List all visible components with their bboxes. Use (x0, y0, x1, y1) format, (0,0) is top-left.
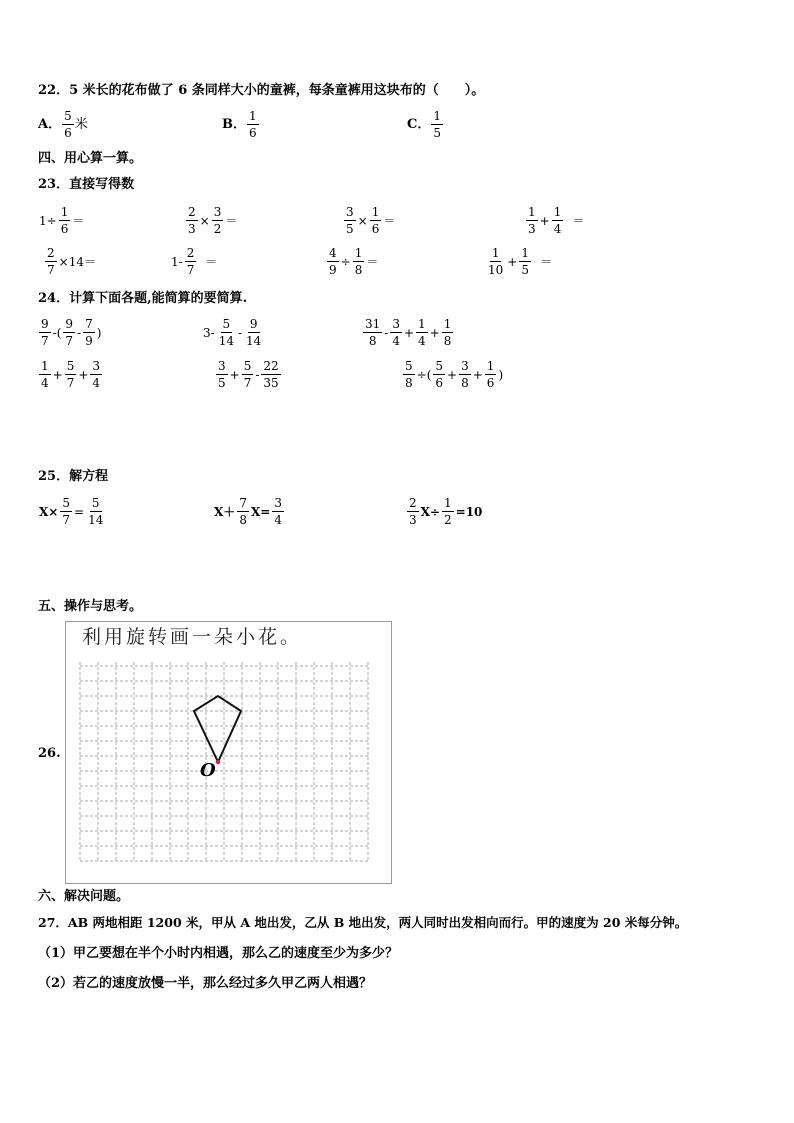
fraction-numerator: 4 (329, 246, 337, 260)
fraction (39, 318, 51, 347)
math-operator: + (429, 325, 440, 340)
fraction-denominator: 3 (409, 513, 417, 527)
fraction-denominator: 4 (41, 376, 49, 390)
fraction (242, 360, 254, 389)
math-operator: + (52, 367, 63, 382)
q25-equation-1 (38, 497, 106, 526)
q22-option-b[interactable] (222, 110, 260, 139)
grid-lines (80, 662, 368, 862)
rotation-grid-figure (65, 621, 392, 884)
fraction (390, 318, 402, 347)
q22-option-c[interactable] (407, 110, 444, 139)
fraction (344, 206, 356, 235)
section-4-title: 四、用心算一算。 (38, 151, 143, 166)
math-operator: X= (250, 504, 271, 519)
fraction (526, 206, 538, 235)
math-operator: ＝ (539, 254, 552, 269)
kite-petal-shape (194, 696, 241, 762)
fraction-denominator: 35 (263, 376, 279, 390)
fraction-denominator: 8 (368, 334, 377, 348)
q24-expr-5 (215, 360, 282, 389)
fraction (185, 247, 197, 276)
fraction-denominator: 4 (418, 334, 426, 348)
option-label: C． (407, 117, 431, 132)
math-operator: 3- (203, 325, 215, 340)
q23-expr-8 (485, 247, 553, 276)
fraction-denominator: 14 (246, 334, 262, 348)
fraction (431, 110, 443, 139)
fraction-denominator: 3 (528, 222, 536, 236)
math-operator: =10 (455, 504, 483, 519)
fraction-numerator: 9 (249, 317, 258, 331)
fraction-denominator: 6 (249, 126, 257, 140)
fraction (407, 497, 419, 526)
q23-expr-1 (38, 206, 85, 235)
fraction-denominator: 5 (346, 222, 354, 236)
q24-expr-4 (38, 360, 103, 389)
fraction-denominator: 5 (433, 126, 441, 140)
fraction (186, 206, 198, 235)
fraction-numerator: 7 (85, 317, 93, 331)
fraction (45, 247, 57, 276)
fraction-denominator: 2 (213, 222, 222, 236)
fraction (90, 360, 102, 389)
fraction-denominator: 4 (392, 334, 400, 348)
fraction-numerator: 3 (392, 317, 400, 331)
fraction-numerator: 1 (418, 317, 426, 331)
fraction-denominator: 7 (65, 334, 74, 348)
section-6-title: 六、解决问题。 (38, 889, 130, 904)
fraction-numerator: 1 (491, 246, 500, 260)
fraction-numerator: 5 (435, 359, 444, 373)
fraction (459, 360, 471, 389)
math-operator: + (507, 254, 518, 269)
fraction (247, 110, 259, 139)
fraction-numerator: 3 (274, 496, 282, 510)
fraction-denominator: 6 (435, 376, 444, 390)
figure-heading: 利用旋转画一朵小花。 (82, 626, 303, 648)
fraction (65, 360, 77, 389)
q23-title: 23．直接写得数 (38, 177, 135, 192)
q25-title: 25．解方程 (38, 469, 109, 484)
fraction-denominator: 9 (329, 263, 337, 277)
fraction-numerator: 1 (433, 109, 441, 123)
fraction-numerator: 9 (65, 317, 74, 331)
fraction-denominator: 5 (521, 263, 529, 277)
fraction-denominator: 6 (60, 222, 69, 236)
q23-expr-6 (170, 247, 218, 276)
fraction-numerator: 5 (91, 496, 100, 510)
math-operator: X÷ (420, 504, 441, 519)
fraction-numerator: 1 (354, 246, 363, 260)
fraction (237, 497, 249, 526)
fraction-numerator: 1 (60, 205, 69, 219)
math-operator: X× (39, 504, 59, 519)
fraction (261, 360, 280, 389)
fraction-numerator: 3 (213, 205, 222, 219)
fraction (327, 247, 339, 276)
fraction-numerator: 3 (92, 359, 101, 373)
point-o-label: O (200, 760, 216, 781)
q23-expr-5 (44, 247, 97, 276)
math-operator: ＝ (366, 254, 379, 269)
q24-expr-6 (402, 360, 504, 389)
fraction (485, 360, 497, 389)
math-operator: ÷ (340, 254, 351, 269)
fraction-denominator: 10 (488, 263, 504, 277)
q23-expr-2 (185, 206, 238, 235)
fraction-numerator: 7 (239, 496, 247, 510)
rotation-center-point (216, 760, 220, 764)
fraction (519, 247, 531, 276)
fraction-denominator: 2 (444, 513, 452, 527)
math-operator: ＝ (383, 213, 396, 228)
fraction-denominator: 14 (218, 334, 234, 348)
fraction-denominator: 8 (239, 513, 247, 527)
fraction-numerator: 3 (218, 359, 226, 373)
math-operator: ×14＝ (58, 254, 96, 269)
fraction-numerator: 2 (188, 205, 196, 219)
math-operator: X＋ (214, 504, 236, 519)
fraction-numerator: 5 (405, 359, 413, 373)
fraction-numerator: 1 (528, 205, 536, 219)
math-operator: ) (96, 325, 102, 340)
math-operator: - (384, 325, 389, 340)
fraction (63, 318, 75, 347)
fraction (217, 318, 236, 347)
fraction (244, 318, 263, 347)
fraction-denominator: 7 (47, 263, 55, 277)
fraction-denominator: 7 (243, 376, 252, 390)
fraction-denominator: 8 (405, 376, 413, 390)
fraction (212, 206, 224, 235)
math-operator: ＝ (72, 213, 85, 228)
fraction-numerator: 2 (186, 246, 195, 260)
q24-title: 24．计算下面各题,能简算的要简算. (38, 291, 248, 306)
math-operator: ＝ (205, 254, 218, 269)
fraction (272, 497, 284, 526)
q22-stem: 22．5 米长的花布做了 6 条同样大小的童裤，每条童裤用这块布的（ ）。 (38, 83, 485, 98)
q23-expr-3 (343, 206, 396, 235)
fraction-denominator: 6 (371, 222, 380, 236)
fraction-denominator: 4 (92, 376, 101, 390)
fraction-numerator: 2 (47, 246, 55, 260)
fraction (83, 318, 95, 347)
fraction-numerator: 5 (243, 359, 252, 373)
fraction-numerator: 5 (64, 109, 72, 123)
q25-equation-3 (406, 497, 483, 526)
fraction-denominator: 7 (186, 263, 195, 277)
fraction-denominator: 8 (354, 263, 363, 277)
fraction-numerator: 5 (66, 359, 75, 373)
q24-expr-3 (362, 318, 454, 347)
fraction-denominator: 4 (274, 513, 282, 527)
fraction-denominator: 7 (66, 376, 75, 390)
q27-sub-1: （1）甲乙要想在半个小时内相遇，那么乙的速度至少为多少？ (38, 946, 399, 961)
fraction-numerator: 1 (249, 109, 257, 123)
fraction (216, 360, 228, 389)
math-operator: ＝ (572, 213, 585, 228)
math-operator: 1- (171, 254, 183, 269)
fraction-denominator: 4 (553, 222, 562, 236)
fraction-denominator: 8 (461, 376, 469, 390)
fraction (62, 110, 74, 139)
fraction-denominator: 6 (486, 376, 495, 390)
fraction-numerator: 1 (371, 205, 380, 219)
fraction-numerator: 3 (461, 359, 469, 373)
fraction (433, 360, 445, 389)
fraction-denominator: 7 (41, 334, 49, 348)
math-operator: - (237, 325, 243, 340)
fraction-denominator: 8 (443, 334, 452, 348)
fraction-numerator: 1 (444, 496, 452, 510)
math-operator: - (255, 367, 260, 382)
fraction-numerator: 31 (365, 317, 381, 331)
fraction (416, 318, 428, 347)
fraction-numerator: 3 (346, 205, 354, 219)
fraction (59, 206, 71, 235)
fraction-numerator: 1 (521, 246, 529, 260)
q27-stem: 27．AB 两地相距 1200 米，甲从 A 地出发，乙从 B 地出发，两人同时出发相向而行。甲的速度为 20 米每分钟。 (38, 915, 688, 930)
math-operator: ÷( (416, 367, 432, 382)
fraction-denominator: 6 (64, 126, 72, 140)
q22-option-a[interactable] (38, 110, 88, 139)
fraction-numerator: 5 (222, 317, 231, 331)
fraction-denominator: 9 (85, 334, 93, 348)
fraction (403, 360, 415, 389)
q26-number: 26. (38, 746, 61, 761)
q23-expr-4 (525, 206, 585, 235)
fraction (353, 247, 365, 276)
option-label: B． (222, 117, 246, 132)
grid-svg (66, 622, 391, 883)
math-operator: + (472, 367, 483, 382)
math-operator: + (78, 367, 89, 382)
fraction-numerator: 1 (41, 359, 49, 373)
fraction (39, 360, 51, 389)
math-operator: -( (52, 325, 62, 340)
fraction-denominator: 14 (88, 513, 104, 527)
math-operator: + (229, 367, 240, 382)
fraction (486, 247, 505, 276)
fraction (86, 497, 105, 526)
fraction (442, 318, 454, 347)
math-operator: 1÷ (39, 213, 57, 228)
fraction-numerator: 5 (62, 496, 71, 510)
fraction (552, 206, 564, 235)
fraction-denominator: 5 (218, 376, 226, 390)
fraction (442, 497, 454, 526)
fraction-numerator: 9 (41, 317, 49, 331)
fraction (363, 318, 382, 347)
fraction-numerator: 2 (409, 496, 417, 510)
fraction (370, 206, 382, 235)
section-5-title: 五、操作与思考。 (38, 599, 143, 614)
math-operator: + (403, 325, 415, 340)
q23-expr-7 (326, 247, 379, 276)
option-label: A． (38, 117, 62, 132)
math-operator: ＝ (225, 213, 238, 228)
fraction-numerator: 1 (486, 359, 495, 373)
fraction-denominator: 3 (188, 222, 196, 236)
q24-expr-1 (38, 318, 102, 347)
q27-sub-2: （2）若乙的速度放慢一半，那么经过多久甲乙两人相遇？ (38, 976, 373, 991)
math-operator: ) (498, 367, 504, 382)
fraction-numerator: 22 (263, 359, 279, 373)
math-operator: - (77, 325, 82, 340)
unit: 米 (74, 117, 88, 132)
fraction (60, 497, 72, 526)
math-operator: + (447, 367, 458, 382)
q24-expr-2 (202, 318, 264, 347)
fraction-denominator: 7 (62, 513, 71, 527)
fraction-numerator: 1 (553, 205, 562, 219)
math-operator: × (199, 213, 210, 228)
fraction-numerator: 1 (443, 317, 452, 331)
q25-equation-2 (213, 497, 285, 526)
math-operator: + (539, 213, 550, 228)
math-operator: = (74, 504, 85, 519)
math-operator: × (357, 213, 368, 228)
